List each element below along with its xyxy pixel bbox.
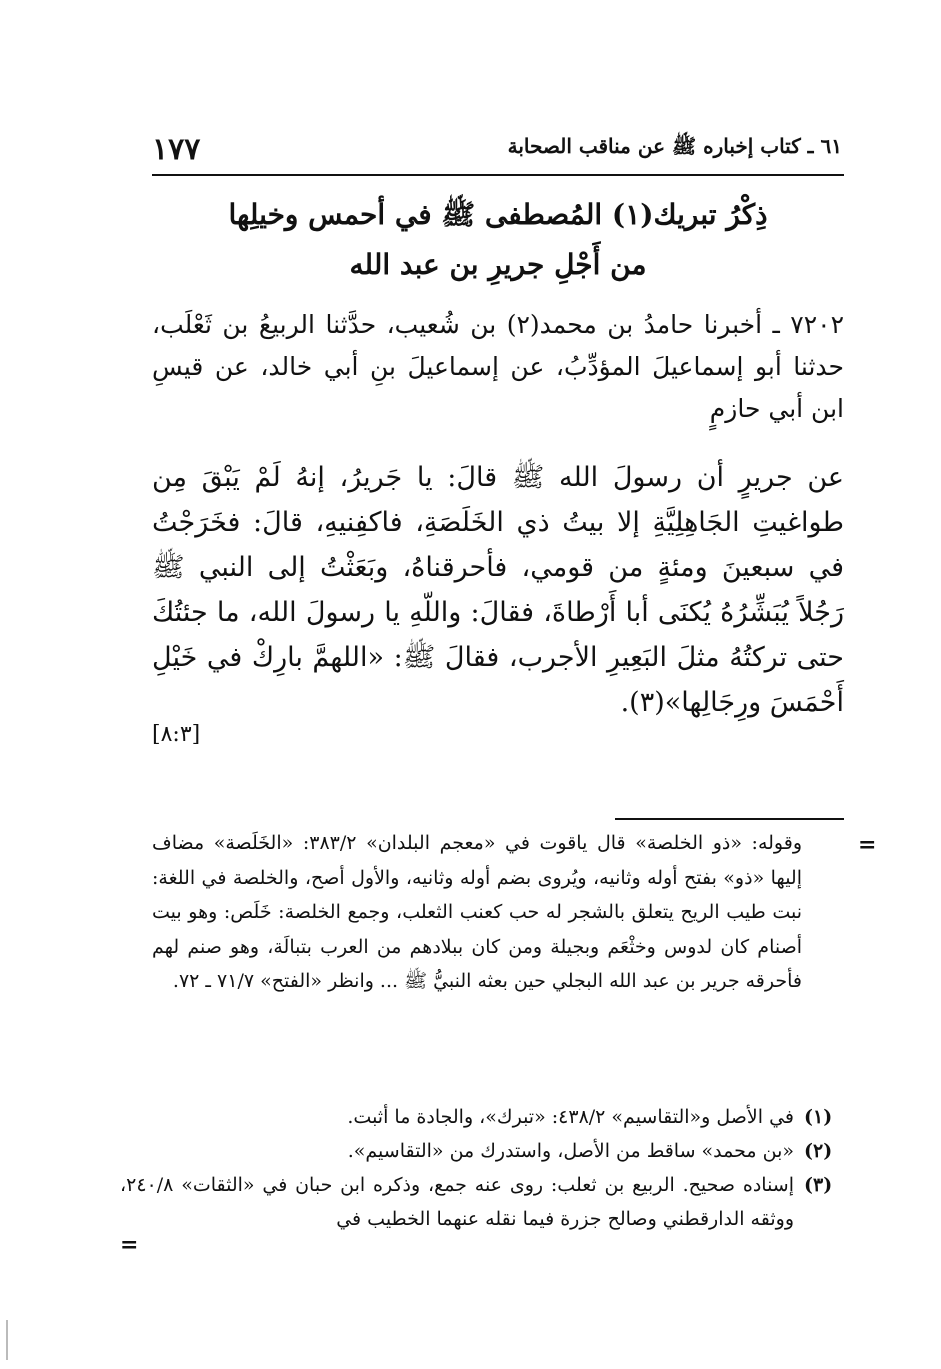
page-number: ١٧٧ bbox=[152, 132, 201, 167]
footnote-separator bbox=[615, 818, 844, 820]
hadith-isnad: ٧٢٠٢ ـ أخبرنا حامدُ بن محمد(٢) بن شُعيب، حدَّثنا الربيعُ بن ثَعْلَب، حدثنا أبو إسماعيلَ المؤدِّبُ، عن إسماعيلَ بنِ أبي خالد، عن قيسِ ابن أبي حازمٍ bbox=[152, 310, 844, 423]
section-title-line-2: من أَجْلِ جريرِ بن عبد الله bbox=[349, 248, 647, 281]
running-title: ٦١ ـ كتاب إخباره ﷺ عن مناقب الصحابة bbox=[507, 134, 842, 158]
footnote-continuation-mark: = bbox=[858, 832, 877, 858]
footnote-text: إسناده صحيح. الربيع بن ثعلب: روى عنه جمع، وذكره ابن حبان في «الثقات» ٢٤٠/٨، ووثقه الدارقطني وصالح جزرة فيما نقله عنهما الخطيب في bbox=[120, 1174, 794, 1230]
footnotes-list bbox=[120, 1100, 844, 1236]
section-title-line-1: ذِكْرُ تبريك(١) المُصطفى ﷺ في أحمس وخيلِها bbox=[228, 198, 768, 231]
header-rule bbox=[152, 174, 844, 176]
scan-margin-mark bbox=[6, 1320, 8, 1360]
footnote-continuation: وقوله: «ذو الخلصة» قال ياقوت في «معجم البلدان» ٣٨٣/٢: «الخَلَصة» مضاف إليها «ذو» بفتح أوله وثانيه، ويُروى بضم أوله وثانيه، والأول أصح، والخلصة في اللغة: نبت طيب الريح يتعلق بالشجر له حب كعنب الثعلب، وجمع الخلصة: خَلَص: وهو بيت أصنام كان لدوس وخثْعَم وبجيلة ومن كان ببلادهم من العرب بتبالَة، وهو صنم لهم فأحرقه جرير بن عبد الله البجلي حين بعثه النبيُّ ﷺ ... وانظر «الفتح» ٧١/٧ ـ ٧٢. bbox=[152, 832, 803, 993]
footnote-item bbox=[120, 1100, 844, 1134]
section-title bbox=[152, 190, 844, 290]
footnote-text: «بن محمد» ساقط من الأصل، واستدرك من «التقاسيم». bbox=[347, 1140, 794, 1162]
footnote-number: (٣) bbox=[804, 1174, 833, 1196]
hadith-reference: [٨:٣] bbox=[152, 722, 201, 747]
footnote-end-mark: = bbox=[120, 1232, 139, 1258]
page-header bbox=[152, 128, 842, 168]
footnote-item bbox=[120, 1168, 844, 1236]
footnote-number: (١) bbox=[804, 1106, 833, 1128]
hadith-matn: عن جريرٍ أن رسولَ الله ﷺ قالَ: يا جَريرُ، إنهُ لَمْ يَبْقَ مِن طواغيتِ الجَاهِلِيَّةِ إلا بيتُ ذي الخَلَصَةِ، فاكفِنيهِ، قالَ: فخَرَجْتُ في سبعينَ ومئةٍ من قومي، فأحرقناهُ، وبَعَثْتُ إلى النبي ﷺ رَجُلاً يُبَشِّرُهُ يُكنَى أبا أَرْطاةَ، فقالَ: واللّهِ يا رسولَ الله، ما جئتُكَ حتى تركتُهُ مثلَ البَعِيرِ الأجرب، فقالَ ﷺ: «اللهمَّ بارِكْ في خَيْلِ أَحْمَسَ ورِجَالِها»(٣). bbox=[152, 462, 844, 718]
footnote-text: في الأصل و«التقاسيم» ٤٣٨/٢: «تبرك»، والجادة ما أثبت. bbox=[347, 1106, 794, 1128]
footnote-number: (٢) bbox=[804, 1140, 833, 1162]
footnote-item bbox=[120, 1134, 844, 1168]
